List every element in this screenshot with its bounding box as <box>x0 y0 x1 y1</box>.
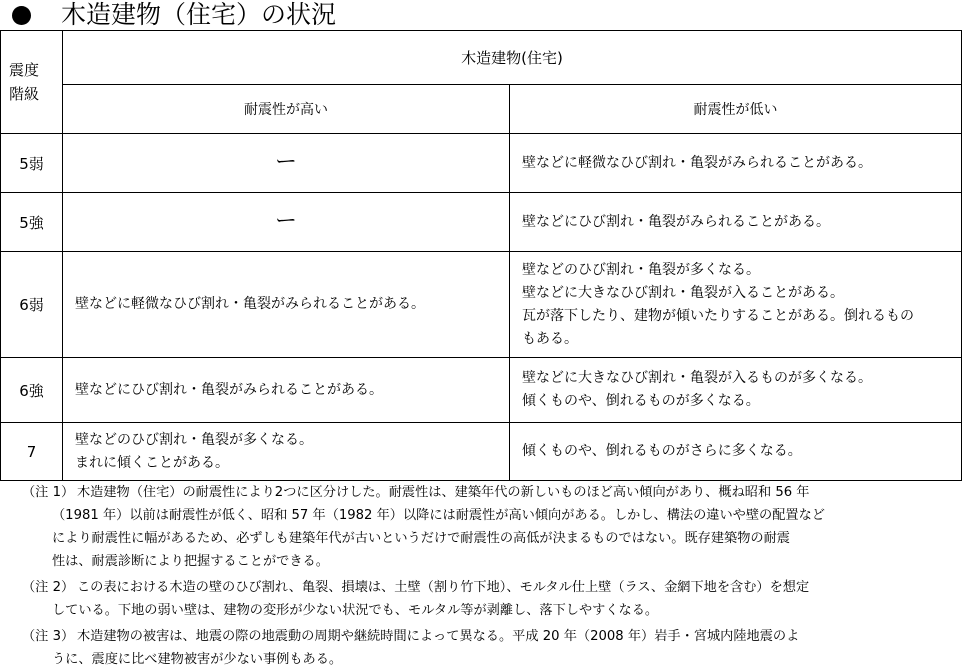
table-row <box>1 423 962 481</box>
note-line: 性は、耐震診断により把握することができる。 <box>52 554 329 569</box>
high-cell <box>63 193 510 252</box>
level-cell: 7 <box>1 423 63 481</box>
note-line: （1981 年）以前は耐震性が低く、昭和 57 年（1982 年）以降には耐震性が高い傾向がある。しかし、構法の違いや壁の配置など <box>52 508 825 523</box>
note-tag: （注 1） <box>22 485 75 500</box>
low-line: 壁などに軽微なひび割れ・亀裂がみられることがある。 <box>522 154 872 171</box>
level-cell: 6強 <box>1 358 63 423</box>
low-line: 壁などに大きなひび割れ・亀裂が入るものが多くなる。 <box>522 370 872 386</box>
bullet-icon <box>12 6 31 25</box>
level-cell: 5弱 <box>1 134 63 193</box>
page-title-text: 木造建物（住宅）の状況 <box>61 0 337 29</box>
note-tag: （注 3） <box>22 629 75 644</box>
notes <box>22 481 958 671</box>
note-line: この表における木造の壁のひび割れ、亀裂、損壊は、土壁（割り竹下地）、モルタル仕上壁（ラス、金網下地を含む）を想定 <box>77 580 810 595</box>
note-body <box>52 481 958 573</box>
note-1 <box>22 481 958 573</box>
note-line: 木造建物の被害は、地震の際の地震動の周期や継続時間によって異なる。平成 20 年（2008 年）岩手・宮城内陸地震のよ <box>77 629 800 644</box>
header-low: 耐震性が低い <box>510 85 962 134</box>
table-row <box>1 358 962 423</box>
low-line: 壁などに大きなひび割れ・亀裂が入ることがある。 <box>522 284 844 301</box>
page-title <box>12 0 336 30</box>
header-group: 木造建物(住宅) <box>63 31 962 85</box>
high-cell <box>63 252 510 358</box>
note-3 <box>22 625 958 671</box>
table-row <box>1 252 962 358</box>
low-line: 瓦が落下したり、建物が傾いたりすることがある。倒れるもの <box>522 307 914 324</box>
high-cell <box>63 358 510 423</box>
level-cell: 6弱 <box>1 252 63 358</box>
low-cell <box>510 358 962 423</box>
note-2 <box>22 576 958 622</box>
high-line: 壁などのひび割れ・亀裂が多くなる。 <box>75 431 313 448</box>
header-high: 耐震性が高い <box>63 85 510 134</box>
low-cell <box>510 423 962 481</box>
damage-table <box>0 30 962 481</box>
low-cell <box>510 134 962 193</box>
note-line: により耐震性に幅があるため、必ずしも建築年代が古いというだけで耐震性の高低が決まるものではない。既存建築物の耐震 <box>52 531 790 546</box>
note-line: 木造建物（住宅）の耐震性により2つに区分けした。耐震性は、建築年代の新しいものほど高い傾向があり、概ね昭和 56 年 <box>77 485 810 500</box>
table-row <box>1 134 962 193</box>
low-line: 壁などのひび割れ・亀裂が多くなる。 <box>522 261 760 278</box>
table-row <box>1 193 962 252</box>
high-line: 壁などに軽微なひび割れ・亀裂がみられることがある。 <box>75 296 425 312</box>
header-level <box>1 31 63 134</box>
low-line: 傾くものや、倒れるものがさらに多くなる。 <box>522 443 802 459</box>
low-line: 壁などにひび割れ・亀裂がみられることがある。 <box>522 213 830 230</box>
level-cell: 5強 <box>1 193 63 252</box>
high-line: まれに傾くことがある。 <box>75 454 229 471</box>
low-line: 傾くものや、倒れるものが多くなる。 <box>522 393 760 409</box>
header-level-line1: 震度 <box>9 61 40 79</box>
dash-mark: ー <box>274 209 297 234</box>
low-line: もある。 <box>522 330 578 347</box>
note-line: している。下地の弱い壁は、建物の変形が少ない状況でも、モルタル等が剥離し、落下しやすくなる。 <box>52 603 659 618</box>
low-cell <box>510 193 962 252</box>
note-body <box>52 625 958 671</box>
note-line: うに、震度に比べ建物被害が少ない事例もある。 <box>52 652 343 667</box>
note-tag: （注 2） <box>22 580 75 595</box>
dash-mark: ー <box>274 150 297 175</box>
high-cell <box>63 134 510 193</box>
high-line: 壁などにひび割れ・亀裂がみられることがある。 <box>75 381 383 398</box>
header-level-line2: 階級 <box>9 85 40 103</box>
low-cell <box>510 252 962 358</box>
note-body <box>52 576 958 622</box>
high-cell <box>63 423 510 481</box>
